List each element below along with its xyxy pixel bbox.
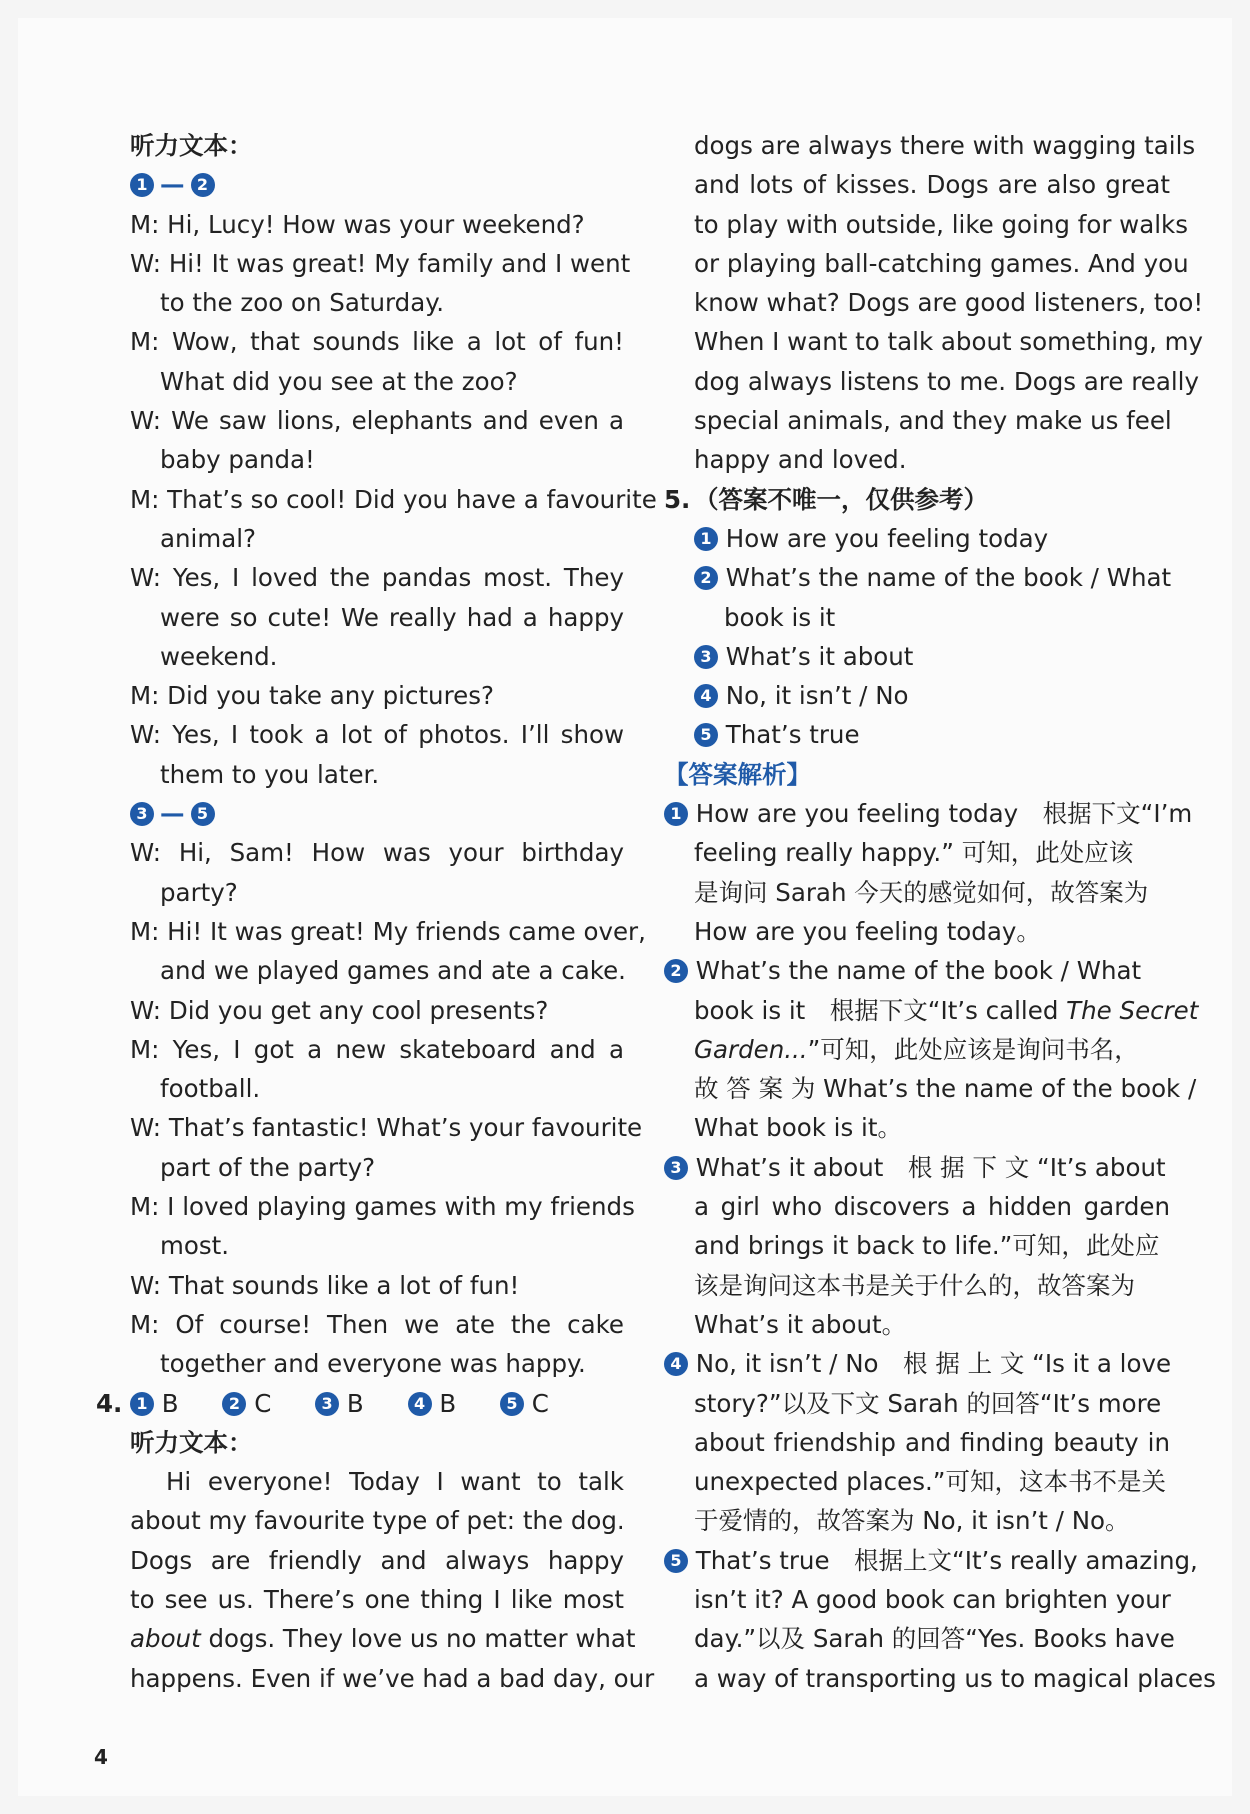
page: [18, 18, 1232, 1796]
dialogue-line: M: Wow, that sounds like a lot of fun!: [130, 327, 624, 357]
answer-line: [664, 519, 1170, 558]
paragraph-line: happy and loved.: [694, 445, 907, 475]
analysis-line: [664, 951, 1170, 990]
italic-word: about: [130, 1624, 201, 1654]
dialogue-line: W: Hi, Sam! How was your birthday: [130, 838, 624, 868]
answer-text: How are you feeling today: [725, 523, 1049, 553]
paragraph-line: Dogs are friendly and always happy: [130, 1545, 624, 1575]
group-label-3-5: [130, 794, 624, 833]
analysis-line: [664, 1344, 1170, 1383]
analysis-text: That’s true 根据上文“It’s really amazing,: [695, 1545, 1198, 1575]
analysis-text: ”可知，此处应该是询问书名，: [807, 1034, 1139, 1064]
answer-value: C: [531, 1388, 549, 1418]
circled-number-5: 5: [664, 1549, 688, 1573]
question-5-note: （答案不唯一，仅供参考）: [694, 484, 988, 514]
paragraph-line: and lots of kisses. Dogs are also great: [694, 170, 1170, 200]
answer-text: No, it isn’t / No: [725, 681, 909, 711]
answer-text: That’s true: [725, 720, 860, 750]
paragraph-line: about my favourite type of pet: the dog.: [130, 1506, 625, 1536]
page-number: 4: [94, 1745, 108, 1769]
answer-text: What’s the name of the book / What: [725, 563, 1172, 593]
group-label-1-2: [130, 165, 624, 204]
answer-value: B: [346, 1388, 364, 1418]
analysis-line: a way of transporting us to magical places: [694, 1663, 1216, 1693]
analysis-line: What’s it about。: [694, 1309, 907, 1339]
dialogue-line: M: Yes, I got a new skateboard and a: [130, 1034, 624, 1064]
dialogue-line: football.: [160, 1074, 261, 1104]
question-4-answers: [96, 1384, 624, 1423]
analysis-line: feeling really happy.” 可知，此处应该: [694, 838, 1134, 868]
analysis-text: How are you feeling today 根据下文“I’m: [695, 799, 1193, 829]
answer-line: [664, 676, 1170, 715]
dialogue-line: M: I loved playing games with my friends: [130, 1192, 635, 1222]
analysis-line: unexpected places.”可知，这本书不是关: [694, 1467, 1166, 1497]
analysis-heading: 【答案解析】: [664, 759, 811, 789]
book-title: Garden...: [694, 1034, 808, 1064]
analysis-line: 故 答 案 为 What’s the name of the book /: [694, 1074, 1197, 1104]
dialogue-line: M: Hi! It was great! My friends came over,: [130, 916, 646, 946]
circled-number-1: 1: [664, 802, 688, 826]
circled-number-5: 5: [500, 1392, 524, 1416]
dialogue-line: baby panda!: [160, 445, 315, 475]
dialogue-line: W: Yes, I loved the pandas most. They: [130, 563, 624, 593]
analysis-line: day.”以及 Sarah 的回答“Yes. Books have: [694, 1624, 1175, 1654]
range-dash: —: [160, 170, 185, 200]
dialogue-line: What did you see at the zoo?: [160, 366, 518, 396]
question-number: 4.: [96, 1388, 123, 1418]
analysis-line: What book is it。: [694, 1113, 902, 1143]
circled-number-2: 2: [191, 173, 215, 197]
dialogue-line: W: We saw lions, elephants and even a: [130, 406, 624, 436]
dialogue-line: together and everyone was happy.: [160, 1349, 586, 1379]
answer-line: [664, 558, 1170, 597]
analysis-line: [664, 991, 1199, 1030]
circled-number-5: 5: [694, 723, 718, 747]
dialogue-line: M: That’s so cool! Did you have a favourite: [130, 484, 657, 514]
analysis-line: How are you feeling today。: [694, 916, 1041, 946]
dialogue-line: W: That sounds like a lot of fun!: [130, 1270, 520, 1300]
circled-number-2: 2: [664, 959, 688, 983]
book-title: The Secret: [1066, 995, 1199, 1025]
analysis-line: a girl who discovers a hidden garden: [694, 1192, 1170, 1222]
range-dash: —: [160, 799, 185, 829]
right-column: [664, 126, 1216, 1698]
answer-value: B: [161, 1388, 179, 1418]
listening-text-heading: 听力文本：: [130, 131, 253, 160]
paragraph-line: happens. Even if we’ve had a bad day, our: [130, 1663, 655, 1693]
answer-line: [664, 637, 1170, 676]
answer-line: book is it: [724, 602, 836, 632]
circled-number-5: 5: [191, 802, 215, 826]
circled-number-4: 4: [408, 1392, 432, 1416]
paragraph-line: When I want to talk about something, my: [694, 327, 1204, 357]
left-column: [96, 126, 657, 1698]
dialogue-line: party?: [160, 877, 238, 907]
dialogue-line: and we played games and ate a cake.: [160, 956, 626, 986]
answer-text: What’s it about: [725, 641, 914, 671]
dialogue-line: M: Of course! Then we ate the cake: [130, 1309, 624, 1339]
circled-number-3: 3: [315, 1392, 339, 1416]
analysis-line: [664, 1541, 1198, 1580]
question-5-heading: [664, 480, 1170, 519]
paragraph-line: [130, 1619, 636, 1658]
dialogue-line: weekend.: [160, 641, 278, 671]
dialogue-line: to the zoo on Saturday.: [160, 288, 445, 318]
analysis-line: story?”以及下文 Sarah 的回答“It’s more: [694, 1388, 1162, 1418]
circled-number-1: 1: [130, 1392, 154, 1416]
circled-number-1: 1: [130, 173, 154, 197]
paragraph-line: Hi everyone! Today I want to talk: [166, 1467, 624, 1497]
dialogue-line: W: Did you get any cool presents?: [130, 995, 549, 1025]
dialogue-line: W: That’s fantastic! What’s your favourite: [130, 1113, 643, 1143]
analysis-line: [664, 1030, 1170, 1069]
paragraph-line: to play with outside, like going for walks: [694, 209, 1188, 239]
dialogue-line: them to you later.: [160, 759, 380, 789]
answer-item: [500, 1384, 549, 1423]
answer-value: B: [439, 1388, 457, 1418]
analysis-text: book is it 根据下文“It’s called: [694, 995, 1067, 1025]
dialogue-line: M: Hi, Lucy! How was your weekend?: [130, 209, 585, 239]
circled-number-1: 1: [694, 527, 718, 551]
answer-item: [130, 1384, 179, 1423]
dialogue-line: part of the party?: [160, 1152, 376, 1182]
question-number: 5.: [664, 484, 691, 514]
dialogue-line: were so cute! We really had a happy: [160, 602, 624, 632]
paragraph-line: know what? Dogs are good listeners, too!: [694, 288, 1204, 318]
analysis-line: about friendship and finding beauty in: [694, 1427, 1170, 1457]
circled-number-3: 3: [130, 802, 154, 826]
answer-line: [664, 715, 1170, 754]
paragraph-line: to see us. There’s one thing I like most: [130, 1584, 624, 1614]
answer-item: [222, 1384, 271, 1423]
paragraph-line: or playing ball-catching games. And you: [694, 248, 1189, 278]
circled-number-3: 3: [664, 1156, 688, 1180]
answer-item: [408, 1384, 457, 1423]
dialogue-line: M: Did you take any pictures?: [130, 681, 494, 711]
circled-number-4: 4: [664, 1352, 688, 1376]
analysis-text: What’s it about 根 据 下 文 “It’s about: [695, 1152, 1166, 1182]
analysis-line: 该是询问这本书是关于什么的，故答案为: [694, 1270, 1135, 1300]
paragraph-line: special animals, and they make us feel: [694, 406, 1172, 436]
circled-number-3: 3: [694, 645, 718, 669]
answer-item: [315, 1384, 364, 1423]
analysis-line: and brings it back to life.”可知，此处应: [694, 1231, 1160, 1261]
circled-number-2: 2: [222, 1392, 246, 1416]
dialogue-line: animal?: [160, 523, 257, 553]
analysis-line: isn’t it? A good book can brighten your: [694, 1584, 1171, 1614]
paragraph-line: dog always listens to me. Dogs are really: [694, 366, 1199, 396]
dialogue-line: most.: [160, 1231, 230, 1261]
analysis-line: [664, 794, 1193, 833]
analysis-line: 是询问 Sarah 今天的感觉如何，故答案为: [694, 877, 1149, 907]
dialogue-line: W: Yes, I took a lot of photos. I’ll show: [130, 720, 624, 750]
analysis-text: What’s the name of the book / What: [695, 956, 1142, 986]
analysis-line: [664, 1148, 1170, 1187]
circled-number-4: 4: [694, 684, 718, 708]
analysis-text: No, it isn’t / No 根 据 上 文 “Is it a love: [695, 1349, 1172, 1379]
answer-value: C: [254, 1388, 272, 1418]
circled-number-2: 2: [694, 566, 718, 590]
analysis-line: 于爱情的，故答案为 No, it isn’t / No。: [694, 1506, 1130, 1536]
paragraph-line: dogs are always there with wagging tails: [694, 131, 1196, 160]
text: dogs. They love us no matter what: [200, 1624, 636, 1654]
dialogue-line: W: Hi! It was great! My family and I went: [130, 248, 631, 278]
listening-text-heading: 听力文本：: [130, 1427, 253, 1457]
